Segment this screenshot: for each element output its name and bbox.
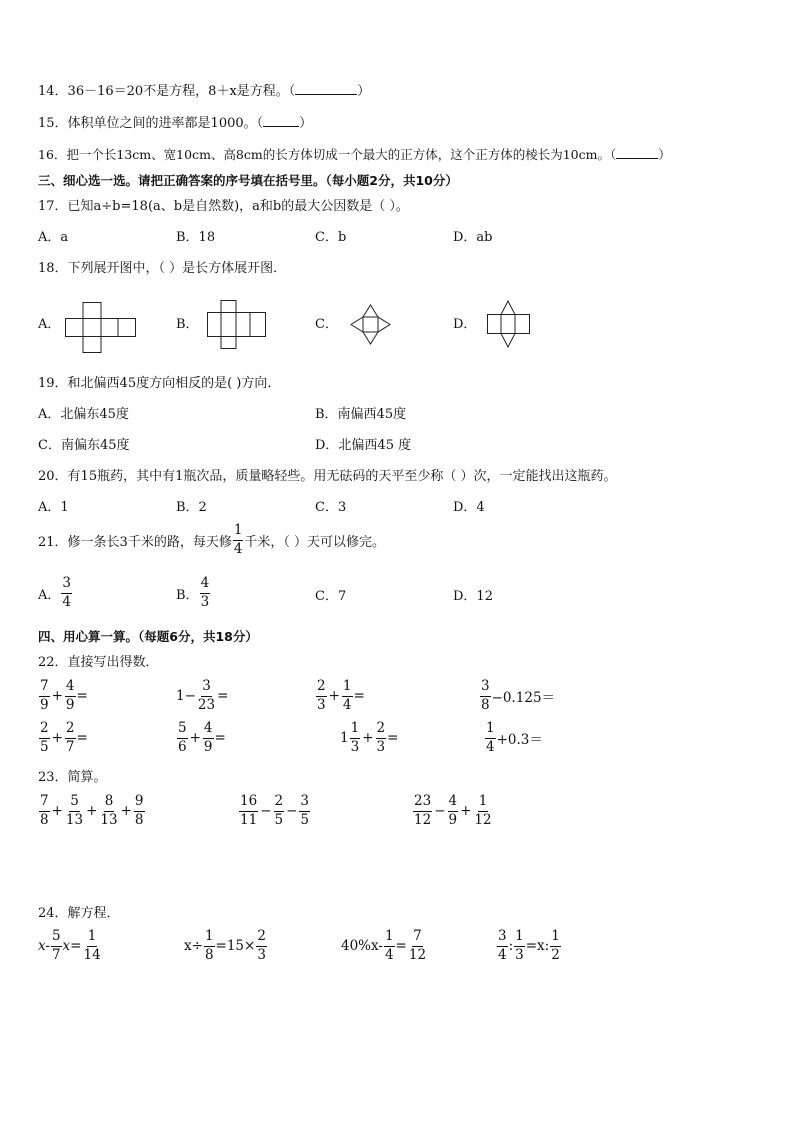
q17-option-b[interactable]: B．18 [176,230,216,245]
q21-option-b[interactable]: B． 4 3 [176,575,210,610]
q24-eq-1: x- 5 7 x= $\frac{1}{14}$ [38,928,101,963]
q18-option-d[interactable]: D． [453,317,477,332]
answer-blank[interactable] [263,114,299,127]
section-4-heading: 四、用心算一算。（每题6分，共18分） [38,629,258,644]
answer-blank[interactable] [616,146,658,159]
q22-item: 1 4 +0.3＝ [486,720,543,755]
q24-eq-3: 40%x- $\frac{1}{4}$ = $\frac{7}{12}$ [341,928,427,963]
q19: 19．和北偏西45度方向相反的是( )方向． [38,376,281,391]
q24: 24．解方程． [38,906,120,921]
q21-option-c[interactable]: C．7 [315,589,347,604]
net-b-figure [207,300,267,350]
q23-expr-3: 23 12 − $\frac{4}{9}$ + $\frac{1}{12}$ [414,793,492,828]
q21-option-a[interactable]: A． 3 4 [38,575,71,610]
q22-item: 2 5 + $\frac{2}{7}$ = [40,720,88,755]
q22-item: 2 3 + $\frac{1}{4}$ = [317,678,365,713]
q22-item: 7 9 + $\frac{4}{9}$ = [40,678,88,713]
q22: 22．直接写出得数． [38,655,159,670]
q19-option-b[interactable]: B．南偏西45度 [315,407,407,422]
q16: 16．把一个长13cm、宽10cm、高8cm的长方体切成一个最大的正方体，这个正方体的棱长为10cm。（ ） [38,147,671,162]
q22-item: 5 6 + $\frac{4}{9}$ = [178,720,226,755]
q24-eq-2: x÷ $\frac{1}{8}$ =15× $\frac{2}{3}$ [184,928,266,963]
answer-blank[interactable] [295,82,357,95]
q19-option-d[interactable]: D．北偏西45 度 [315,438,412,453]
q17-option-a[interactable]: A．a [38,230,69,245]
q17-option-c[interactable]: C．b [315,230,347,245]
q20-option-c[interactable]: C．3 [315,500,347,515]
q19-option-a[interactable]: A．北偏东45度 [38,407,129,422]
q22-item: 1− $\frac{3}{23}$ = [176,678,229,713]
q20-option-b[interactable]: B．2 [176,500,207,515]
q17: 17．已知a÷b=18(a、b是自然数)，a和b的最大公因数是（ ）。 [38,199,409,214]
q20-option-d[interactable]: D．4 [453,500,485,515]
q18: 18．下列展开图中，（ ）是长方体展开图． [38,261,287,276]
q23: 23．简算。 [38,770,107,785]
q18-option-b[interactable]: B． [176,317,199,332]
q22-item: 1 1 3 + $\frac{2}{3}$ = [340,720,399,755]
q22-item: 3 8 −0.125＝ [481,678,556,713]
q20: 20．有15瓶药，其中有1瓶次品，质量略轻些。用无砝码的天平至少称（ ）次，一定能找出这瓶药。 [38,469,617,484]
q19-option-c[interactable]: C．南偏东45度 [38,438,130,453]
section-3-heading: 三、细心选一选。请把正确答案的序号填在括号里。（每小题2分，共10分） [38,173,458,188]
q24-eq-4: 3 4 : $\frac{1}{3}$ =x: 1 2 [498,928,560,963]
q20-option-a[interactable]: A．1 [38,500,69,515]
q23-expr-1: 7 8 + $\frac{5}{13}$ + $\frac{8}{13}$ + $\frac{9}{8}$ [40,793,144,828]
q18-option-a[interactable]: A． [38,317,61,332]
q17-option-d[interactable]: D．ab [453,230,493,245]
fraction: 1 4 [233,522,243,557]
net-c-figure [348,302,394,348]
q15: 15．体积单位之间的进率都是1000。（ ） [38,116,313,131]
q18-option-c[interactable]: C． [315,317,338,332]
net-a-figure [65,302,137,354]
q14: 14．36－16＝20不是方程，8＋x是方程。（ ） [38,84,371,99]
q21: 21．修一条长3千米的路，每天修 1 4 千米，（ ）天可以修完。 [38,522,386,557]
q21-option-d[interactable]: D．12 [453,589,493,604]
q23-expr-2: 16 11 − $\frac{2}{5}$ − $\frac{3}{5}$ [240,793,309,828]
net-d-figure [486,300,532,348]
